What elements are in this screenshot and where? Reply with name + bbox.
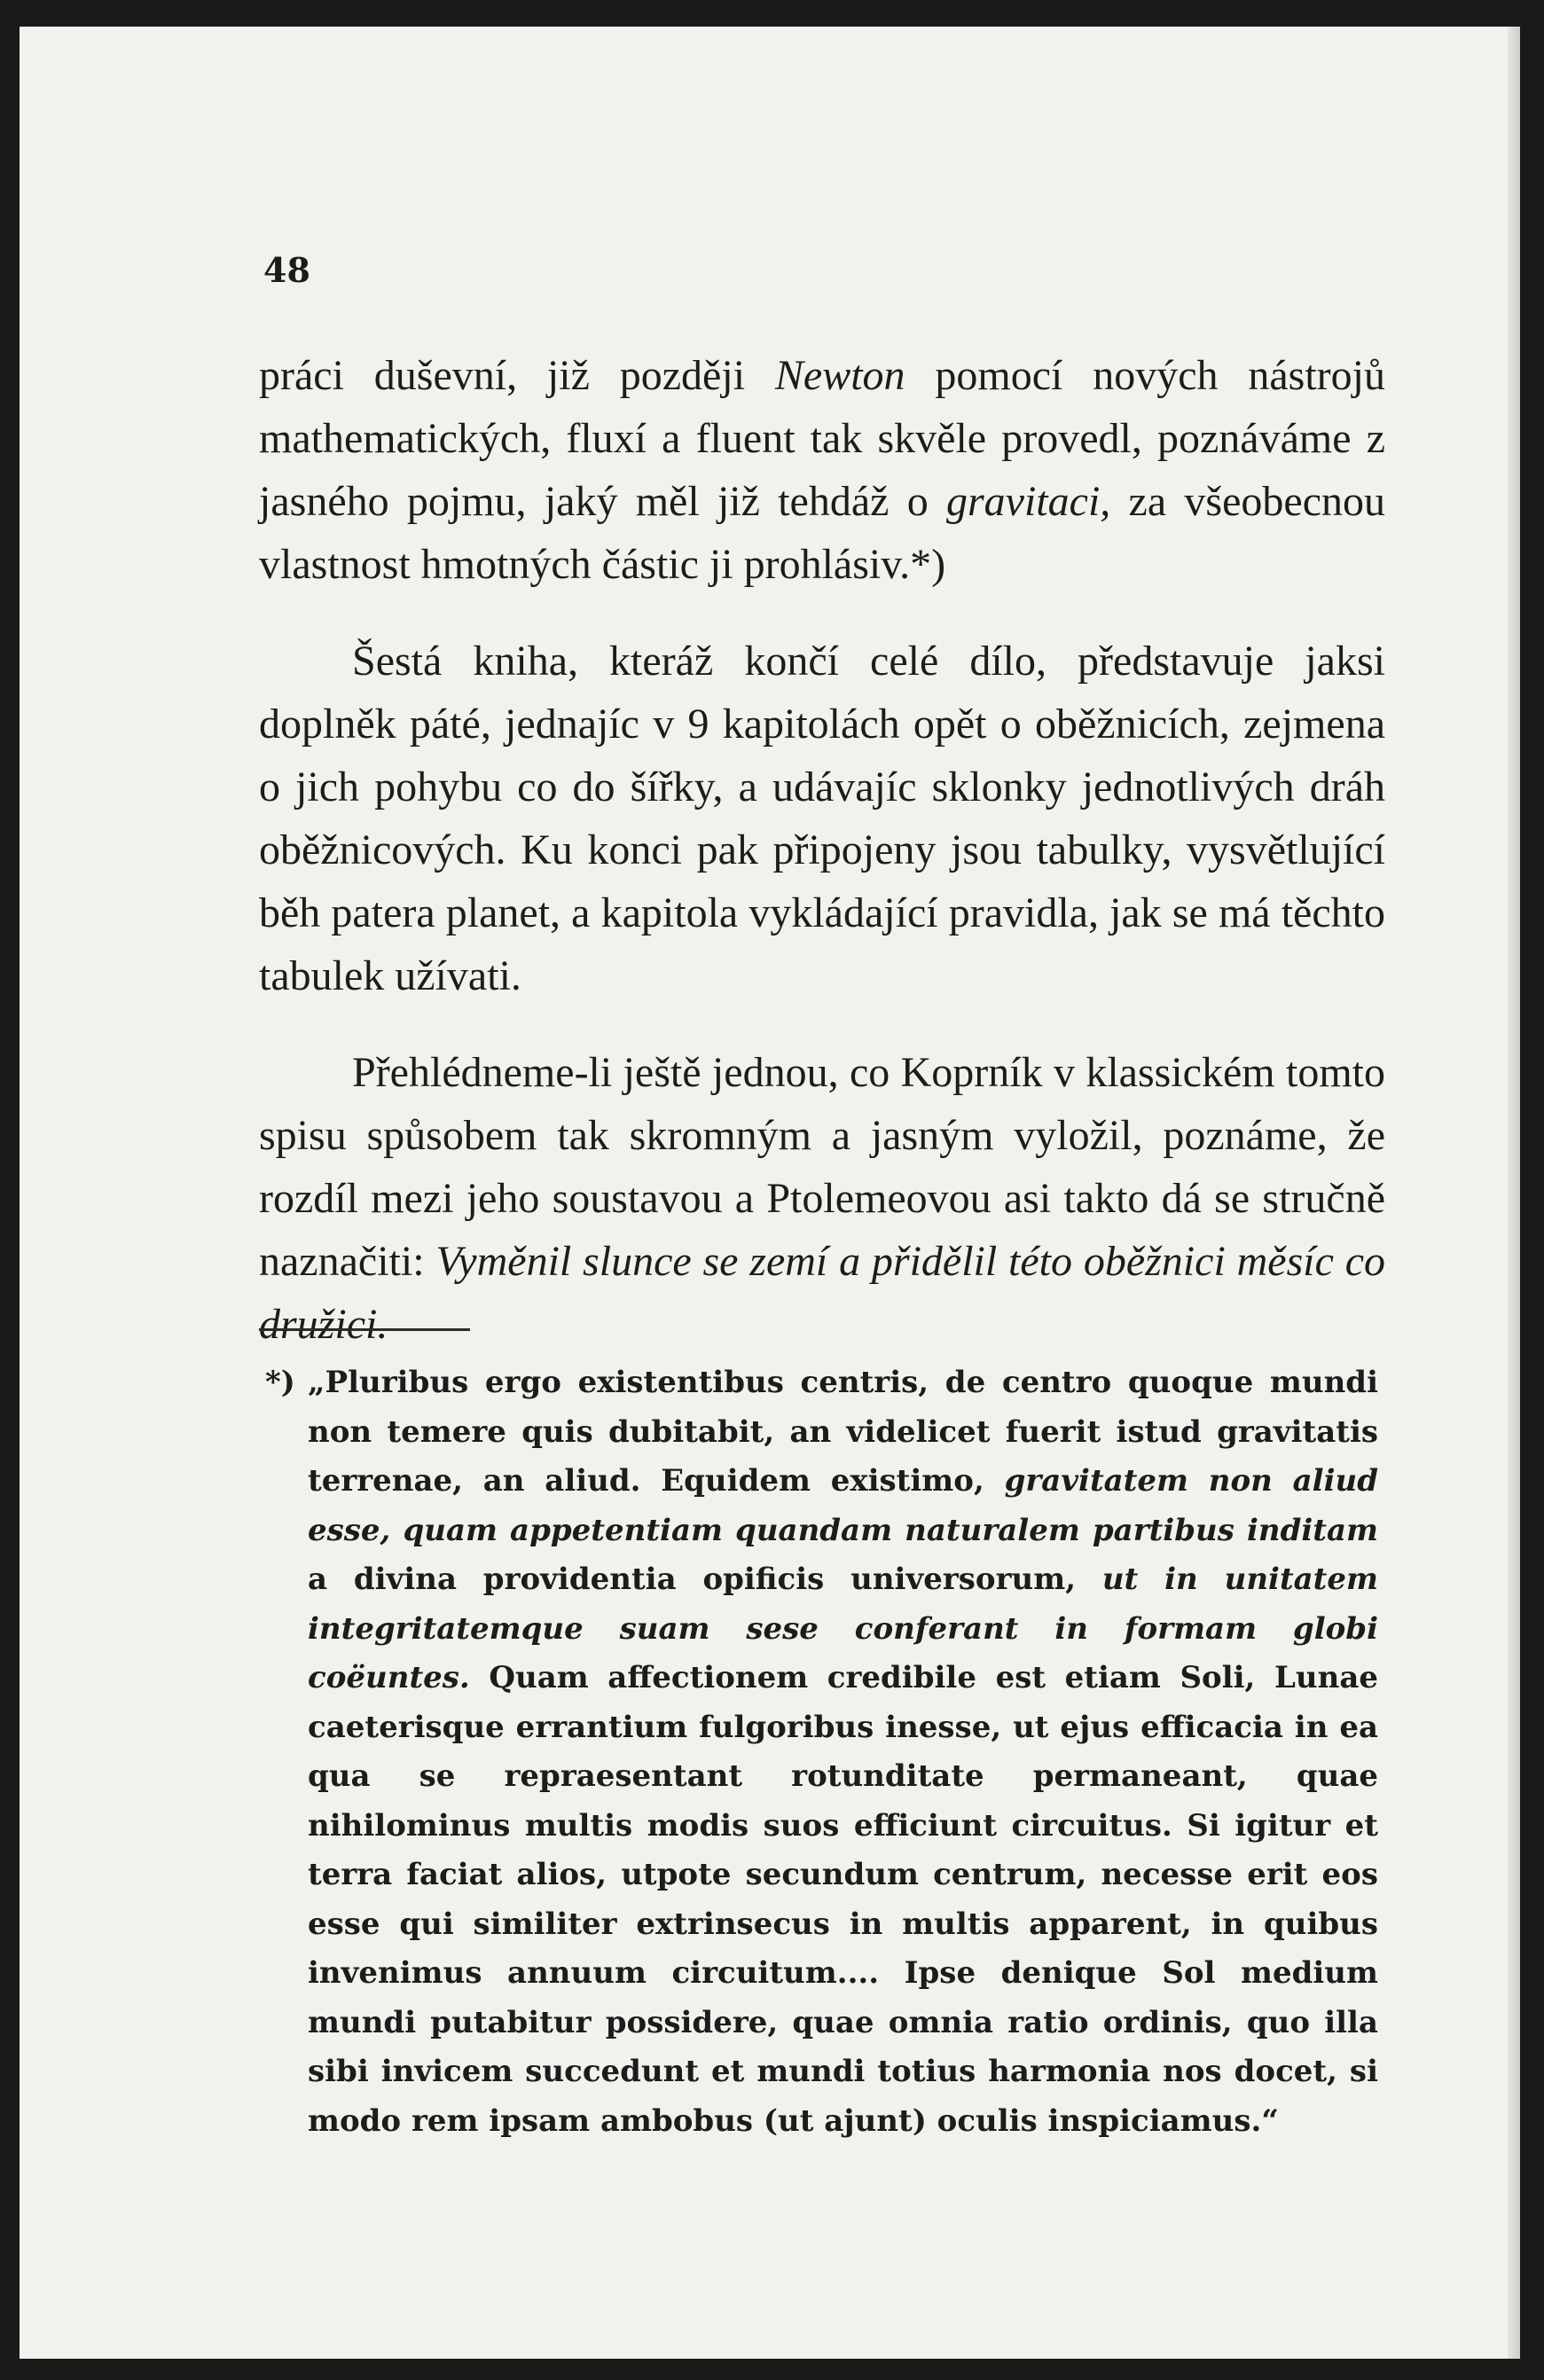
paragraph-1-text-b: pomocí nových nástrojů mathematických, fluxí a fluent tak skvěle provedl, poznáváme z jasného pojmu, jaký měl již tehdáž o <box>259 352 1385 525</box>
paragraph-1-gravitaci-italic: gravitaci, <box>945 478 1111 525</box>
paragraph-3-italic-conclusion: Vyměnil slunce se zemí a přidělil této oběžnici měsíc co družici. <box>259 1238 1385 1348</box>
page-number: 48 <box>263 250 310 290</box>
paragraph-1 <box>259 344 1385 596</box>
footnote-italic-a: gravitatem non aliud esse, quam appetentiam quandam naturalem partibus inditam <box>308 1463 1378 1548</box>
book-page <box>20 27 1520 2359</box>
paragraph-1-newton-italic: Newton <box>774 352 905 399</box>
footnote <box>265 1358 1378 2146</box>
footnote-text-b: a divina providentia opificis universorum, <box>308 1562 1102 1597</box>
paragraph-1-text-a: práci duševní, již později <box>259 352 775 399</box>
paragraph-1-text-c: za všeobecnou vlastnost hmotných částic ji prohlásiv.*) <box>259 478 1386 588</box>
paragraph-3 <box>259 1041 1385 1356</box>
footnote-mark: *) <box>265 1365 295 1400</box>
paragraph-3-text: Přehlédneme-li ještě jednou, co Koprník v klassickém tomto spisu spůsobem tak skromným a jasným vyložil, poznáme, že rozdíl mezi jeho soustavou a Ptolemeovou asi takto dá se stručně naznačiti: <box>259 1049 1385 1285</box>
page-edge-shadow <box>1508 27 1520 2359</box>
footnote-separator <box>259 1328 470 1331</box>
main-text <box>259 344 1385 1356</box>
paragraph-2: Šestá kniha, kteráž končí celé dílo, představuje jaksi doplněk páté, jednajíc v 9 kapitolách opět o oběžnicích, zejmena o jich pohybu co do šířky, a udávajíc sklonky jednotlivých dráh oběžnicových. Ku konci pak připojeny jsou tabulky, vysvětlující běh patera planet, a kapitola vykládající pravidla, jak se má těchto tabulek užívati. <box>259 638 1385 999</box>
footnote-text-c: Quam affectionem credibile est etiam Soli, Lunae caeterisque errantium fulgoribus inesse, ut ejus efficacia in ea qua se repraesentant rotunditate permaneant, quae nihilominus multis modis suos efficiunt circuitus. Si igitur et terra faciat alios, utpote secundum centrum, necesse erit eos esse qui similiter extrinsecus in multis apparent, in quibus invenimus annuum circuitum.... Ipse denique Sol medium mundi putabitur possidere, quae omnia ratio ordinis, quo illa sibi invicem succedunt et mundi totius harmonia nos docet, si modo rem ipsam ambobus (ut ajunt) oculis inspiciamus.“ <box>308 1660 1378 2139</box>
footnote-text-a: „Pluribus ergo existentibus centris, de centro quoque mundi non temere quis dubitabit, an videlicet fuerit istud gravitatis terrenae, an aliud. Equidem existimo, <box>308 1365 1378 1499</box>
footnote-italic-b: ut in unitatem integritatemque suam sese conferant in formam globi coëuntes. <box>308 1562 1378 1695</box>
